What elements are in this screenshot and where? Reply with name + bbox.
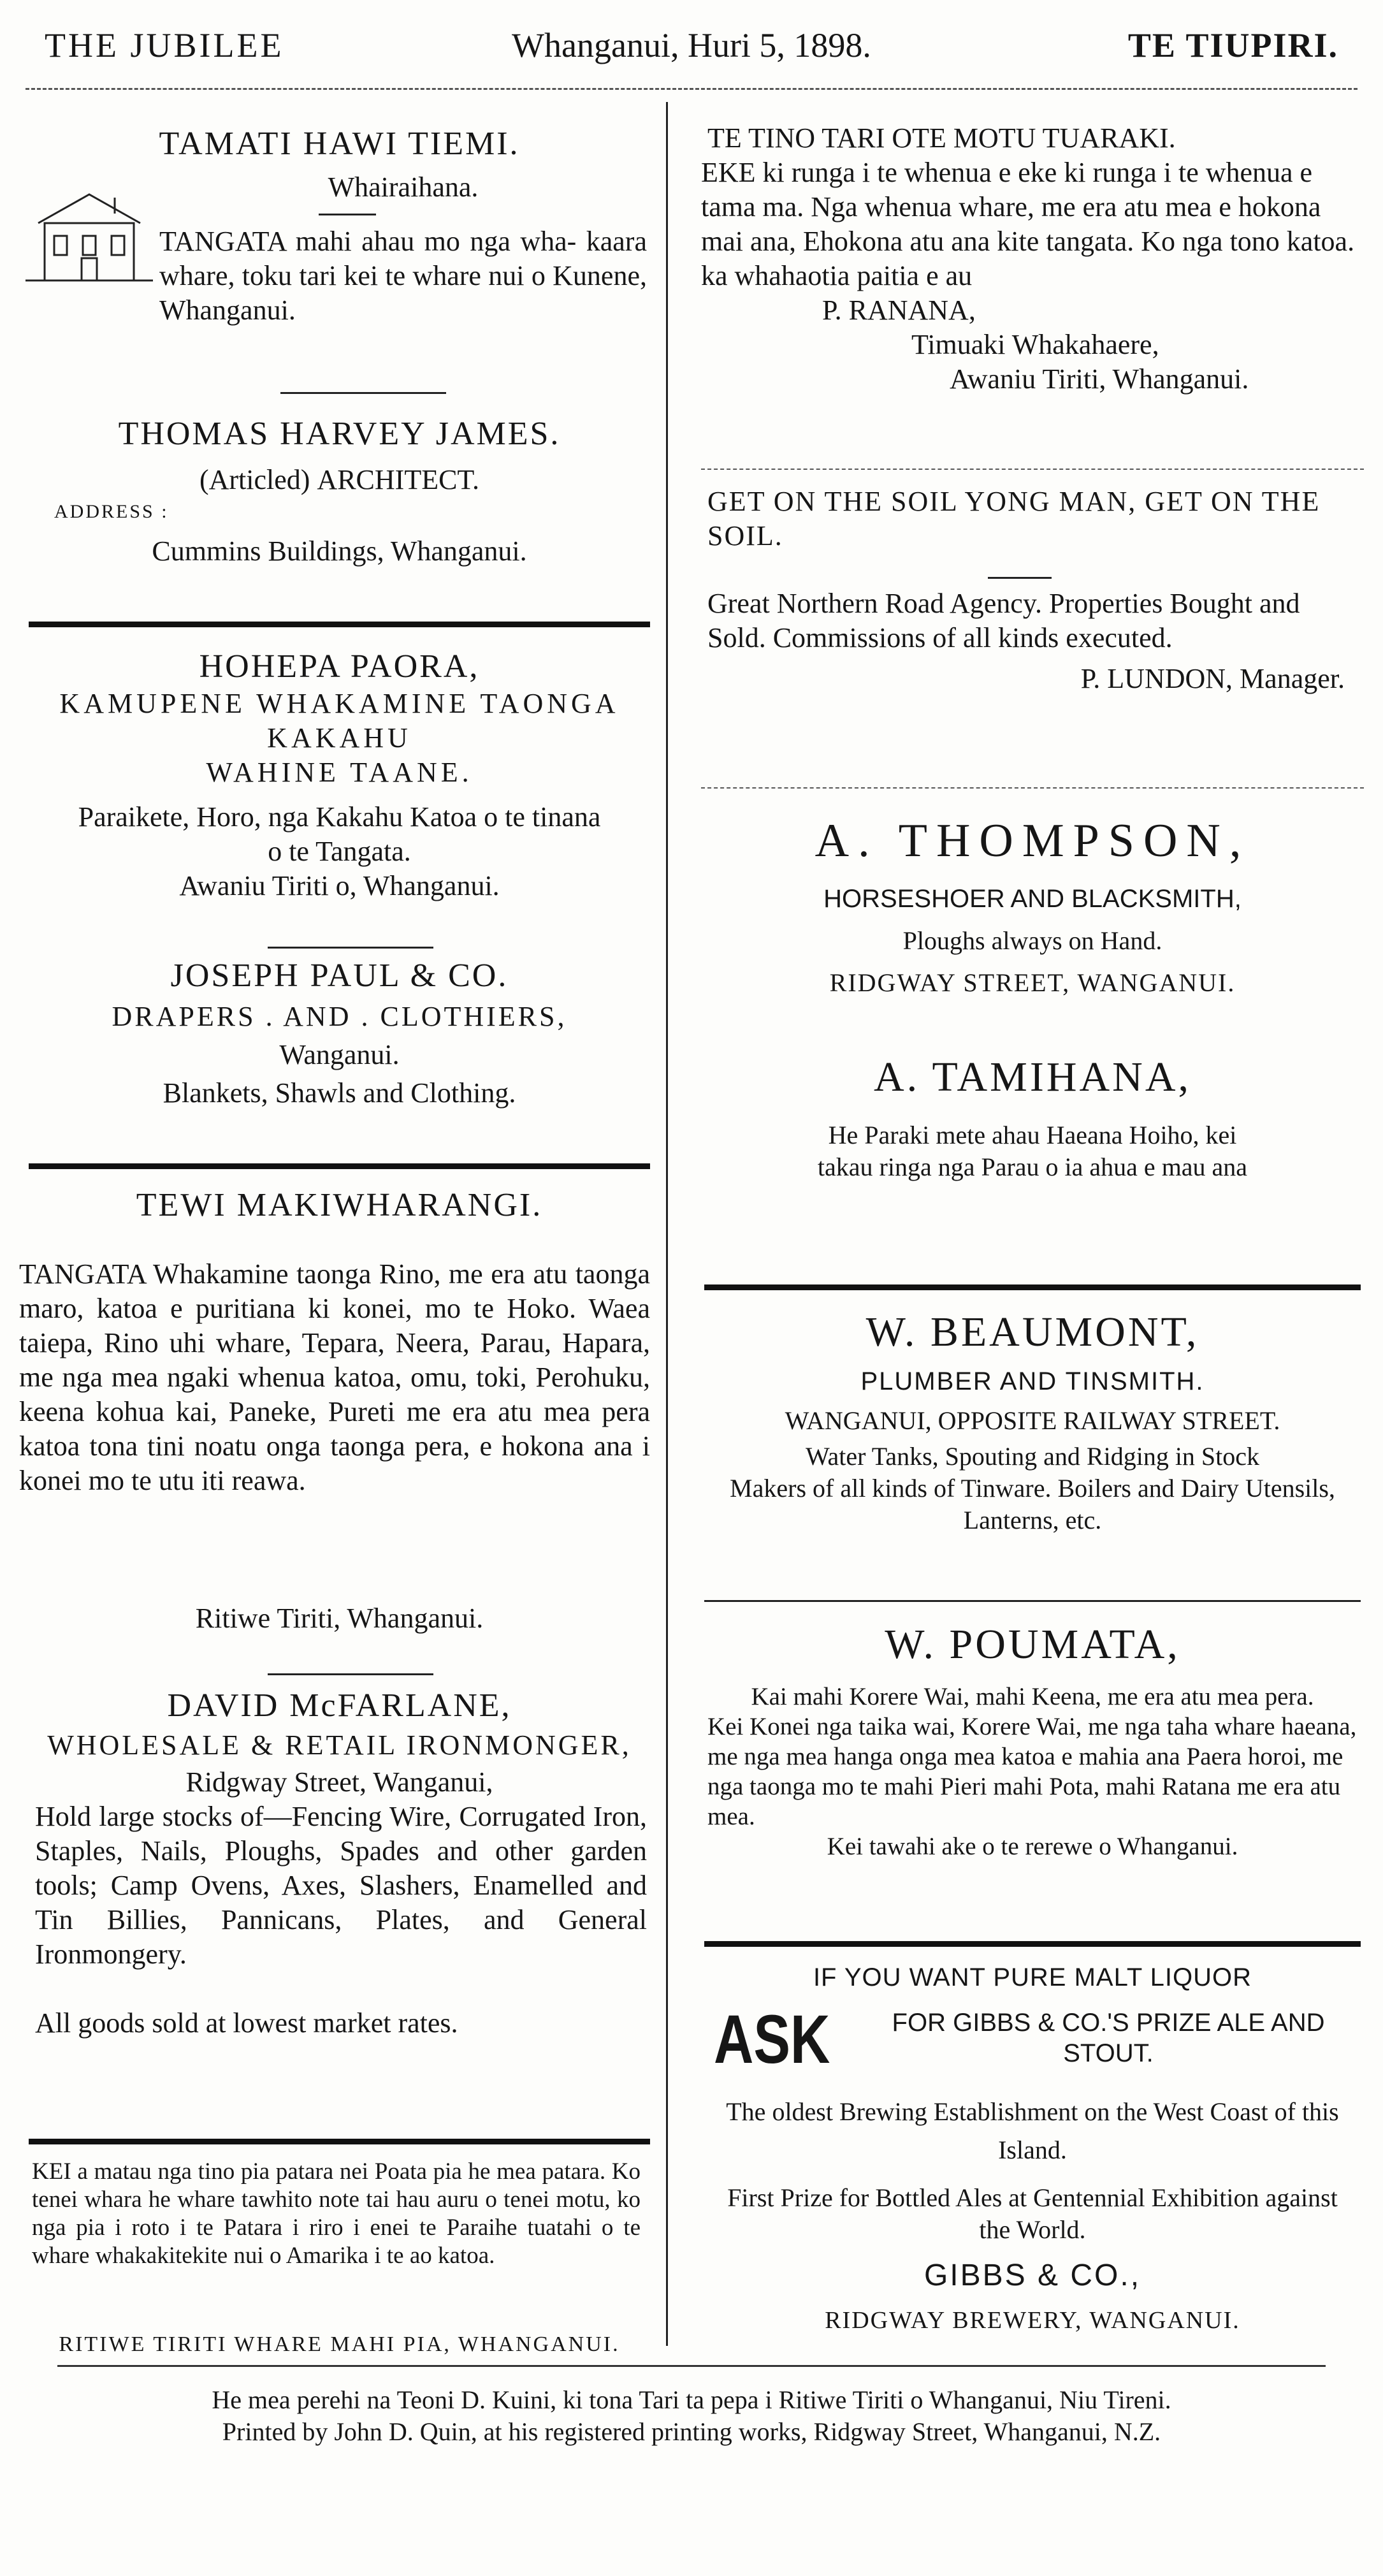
ad-thompson-street: RIDGWAY STREET, WANGANUI. <box>829 968 1236 997</box>
ad-thomas-title: ARCHITECT. <box>317 464 480 495</box>
ad-hohepa-line1: KAMUPENE WHAKAMINE TAONGA KAKAHU <box>59 688 619 753</box>
ad-thomas-address-label: ADDRESS : <box>54 501 169 522</box>
ad-hohepa <box>19 647 660 903</box>
ad-kei <box>19 2158 660 2357</box>
ad-beaumont-line2: Makers of all kinds of Tinware. Boilers and Dairy Utensils, Lanterns, etc. <box>730 1474 1335 1534</box>
ad-gibbs-ask-text: FOR GIBBS & CO.'S PRIZE ALE AND STOUT. <box>892 2009 1325 2067</box>
ad-poumata-body1: Kai mahi Korere Wai, mahi Keena, me era atu mea pera. <box>751 1683 1314 1710</box>
ad-poumata-body2: Kei Konei nga taika wai, Korere Wai, me nga taha whare haeana, me nga mea hanga onga mea katoa e mahia ana Paera horoi, me nga taonga mo te mahi Pieri mahi Pota, mahi Ratana me era atu mea. <box>707 1713 1357 1830</box>
rule-4 <box>29 1163 650 1169</box>
rule-1 <box>280 392 446 394</box>
rule-2 <box>29 622 650 627</box>
masthead-rule <box>25 88 1358 90</box>
ad-gibbs-line1: The oldest Brewing Establishment on the West Coast of this Island. <box>726 2097 1339 2164</box>
rule-12 <box>704 1941 1361 1947</box>
ad-thomas-articled: (Articled) <box>199 464 310 495</box>
ad-thompson <box>695 813 1370 1000</box>
rule-7 <box>701 469 1364 470</box>
masthead <box>38 19 1345 76</box>
ad-tuaraki-body: EKE ki runga i te whenua e eke ki runga i te whenua e tama ma. Nga whenua whare, me era atu mea e hokona mai ana, Ehokona atu ana kite tangata. Ko nga tono katoa. ka whahaotia paitia e au <box>701 157 1355 291</box>
ad-joseph-line2: Wanganui. <box>279 1039 400 1070</box>
ad-thompson-title: HORSESHOER AND BLACKSMITH, <box>823 885 1242 913</box>
ad-david-last: All goods sold at lowest market rates. <box>35 2007 458 2039</box>
ad-hohepa-address: Awaniu Tiriti o, Whanganui. <box>179 870 500 901</box>
ad-gibbs-line2: First Prize for Bottled Ales at Gentennial Exhibition against the World. <box>727 2183 1338 2244</box>
ad-tuaraki-head: TE TINO TARI OTE MOTU TUARAKI. <box>707 122 1176 154</box>
rule-3 <box>268 947 433 949</box>
ad-poumata-body3: Kei tawahi ake o te rerewe o Whanganui. <box>827 1833 1238 1860</box>
ad-soil <box>695 484 1370 553</box>
ad-hohepa-name: HOHEPA PAORA, <box>199 648 480 685</box>
ad-joseph <box>19 956 660 1110</box>
ad-tewi-name: TEWI MAKIWHARANGI. <box>136 1187 543 1223</box>
ad-tamihana-body: He Paraki mete ahau Haeana Hoiho, kei takau ringa nga Parau o ia ahua e mau ana <box>817 1121 1248 1181</box>
imprint-footer <box>64 2384 1319 2448</box>
masthead-title-maori: TE TIUPIRI. <box>1127 26 1338 64</box>
ad-northern <box>695 586 1370 696</box>
ad-gibbs-ask: ASK <box>714 2000 830 2078</box>
ad-thomas <box>19 414 660 569</box>
ad-beaumont-line1: Water Tanks, Spouting and Ridging in Stock <box>805 1442 1260 1471</box>
ad-tamihana-name: A. TAMIHANA, <box>874 1054 1191 1100</box>
column-divider <box>666 102 668 2346</box>
ad-poumata <box>695 1619 1370 1861</box>
rule-10 <box>704 1284 1361 1290</box>
ad-poumata-name: W. POUMATA, <box>885 1621 1180 1668</box>
ad-tewi <box>19 1186 660 1636</box>
rule-8 <box>988 577 1052 579</box>
ad-thomas-address: Cummins Buildings, Whanganui. <box>152 535 527 567</box>
ad-thompson-line: Ploughs always on Hand. <box>902 926 1162 955</box>
ad-gibbs-street: RIDGWAY BREWERY, WANGANUI. <box>825 2307 1240 2334</box>
ad-beaumont-name: W. BEAUMONT, <box>865 1309 1199 1355</box>
ad-joseph-name: JOSEPH PAUL & CO. <box>170 957 509 994</box>
ad-tamati-title: Whairaihana. <box>328 171 479 203</box>
ad-joseph-line1: DRAPERS . AND . CLOTHIERS, <box>112 1001 567 1032</box>
ad-tuaraki-address: Awaniu Tiriti, Whanganui. <box>950 363 1249 395</box>
ad-david-body: Hold large stocks of—Fencing Wire, Corrugated Iron, Staples, Nails, Ploughs, Spades and other garden tools; Camp Ovens, Axes, Slashers, Enamelled and Tin Billies, Pannicans, Plates, and General Ironmongery. <box>35 1801 647 1970</box>
masthead-dateline: Whanganui, Huri 5, 1898. <box>512 26 871 64</box>
ad-david-street: Ridgway Street, Wanganui, <box>185 1766 493 1798</box>
ad-northern-sign: P. LUNDON, Manager. <box>1080 663 1345 694</box>
ad-beaumont <box>695 1307 1370 1536</box>
rule-5 <box>268 1673 433 1675</box>
ad-gibbs <box>695 1960 1370 2338</box>
ad-beaumont-title: PLUMBER AND TINSMITH. <box>860 1367 1205 1395</box>
ad-tamati-body: TANGATA mahi ahau mo nga wha- kaara whare, toku tari kei te whare nui o Kunene, Whanganui. <box>159 226 647 326</box>
ad-tewi-body: TANGATA Whakamine taonga Rino, me era atu taonga maro, katoa e puritiana ki konei, mo te Hoko. Waea taiepa, Rino uhi whare, Tepara, Neera, Parau, Hapara, me nga mea ngaki whenua katoa, omu, toki, Perohuku, keena kohua kai, Paneke, Pureti me era atu mea pera katoa tona tini noatu onga taonga pera, e hokona ana i konei mo te utu iti reawa. <box>19 1258 650 1496</box>
ad-beaumont-street: WANGANUI, OPPOSITE RAILWAY STREET. <box>785 1406 1280 1435</box>
rule-11 <box>704 1600 1361 1602</box>
masthead-title-english: THE JUBILEE <box>45 26 284 64</box>
ad-joseph-line3: Blankets, Shawls and Clothing. <box>163 1077 516 1109</box>
ad-tuaraki-role: Timuaki Whakahaere, <box>911 329 1159 360</box>
ad-tewi-address: Ritiwe Tiriti, Whanganui. <box>195 1603 484 1634</box>
ad-thompson-name: A. THOMPSON, <box>815 815 1250 867</box>
ad-kei-sign: RITIWE TIRITI WHARE MAHI PIA, WHANGANUI. <box>59 2332 620 2356</box>
imprint-english: Printed by John D. Quin, at his registered printing works, Ridgway Street, Whanganui, N.Z. <box>222 2417 1161 2446</box>
rule-6 <box>29 2139 650 2144</box>
ad-tamati-name: TAMATI HAWI TIEMI. <box>159 126 520 162</box>
ad-gibbs-head: IF YOU WANT PURE MALT LIQUOR <box>813 1963 1252 1991</box>
rule-9 <box>701 787 1364 789</box>
ad-hohepa-body: Paraikete, Horo, nga Kakahu Katoa o te tinana o te Tangata. <box>78 801 601 867</box>
house-icon <box>25 185 153 287</box>
ad-david <box>19 1686 660 2041</box>
ad-david-name: DAVID McFARLANE, <box>167 1687 512 1724</box>
ad-tamihana <box>695 1052 1370 1183</box>
imprint-maori: He mea perehi na Teoni D. Kuini, ki tona Tari ta pepa i Ritiwe Tiriti o Whanganui, Niu Tireni. <box>212 2385 1171 2414</box>
ad-hohepa-line2: WAHINE TAANE. <box>206 757 473 788</box>
footer-rule <box>57 2365 1326 2367</box>
ad-gibbs-name: GIBBS & CO., <box>923 2259 1141 2292</box>
ad-david-title: WHOLESALE & RETAIL IRONMONGER, <box>47 1729 632 1761</box>
ad-tamati-dash <box>319 214 376 215</box>
ad-thomas-name: THOMAS HARVEY JAMES. <box>118 416 561 452</box>
ad-tuaraki <box>695 121 1370 397</box>
ad-tuaraki-sign: P. RANANA, <box>822 295 976 326</box>
ad-soil-body: GET ON THE SOIL YONG MAN, GET ON THE SOIL. <box>707 486 1321 551</box>
ad-kei-body: KEI a matau nga tino pia patara nei Poata pia he mea patara. Ko tenei whara he whare tawhito note tai hau auru o tenei motu, ko nga pia i roto i te Patara i riro i enei te Paraihe tuatahi o te whare whakakitekite nui o Amarika i te ao katoa. <box>32 2158 641 2269</box>
ad-northern-body: Great Northern Road Agency. Properties Bought and Sold. Commissions of all kinds executed. <box>707 588 1300 653</box>
